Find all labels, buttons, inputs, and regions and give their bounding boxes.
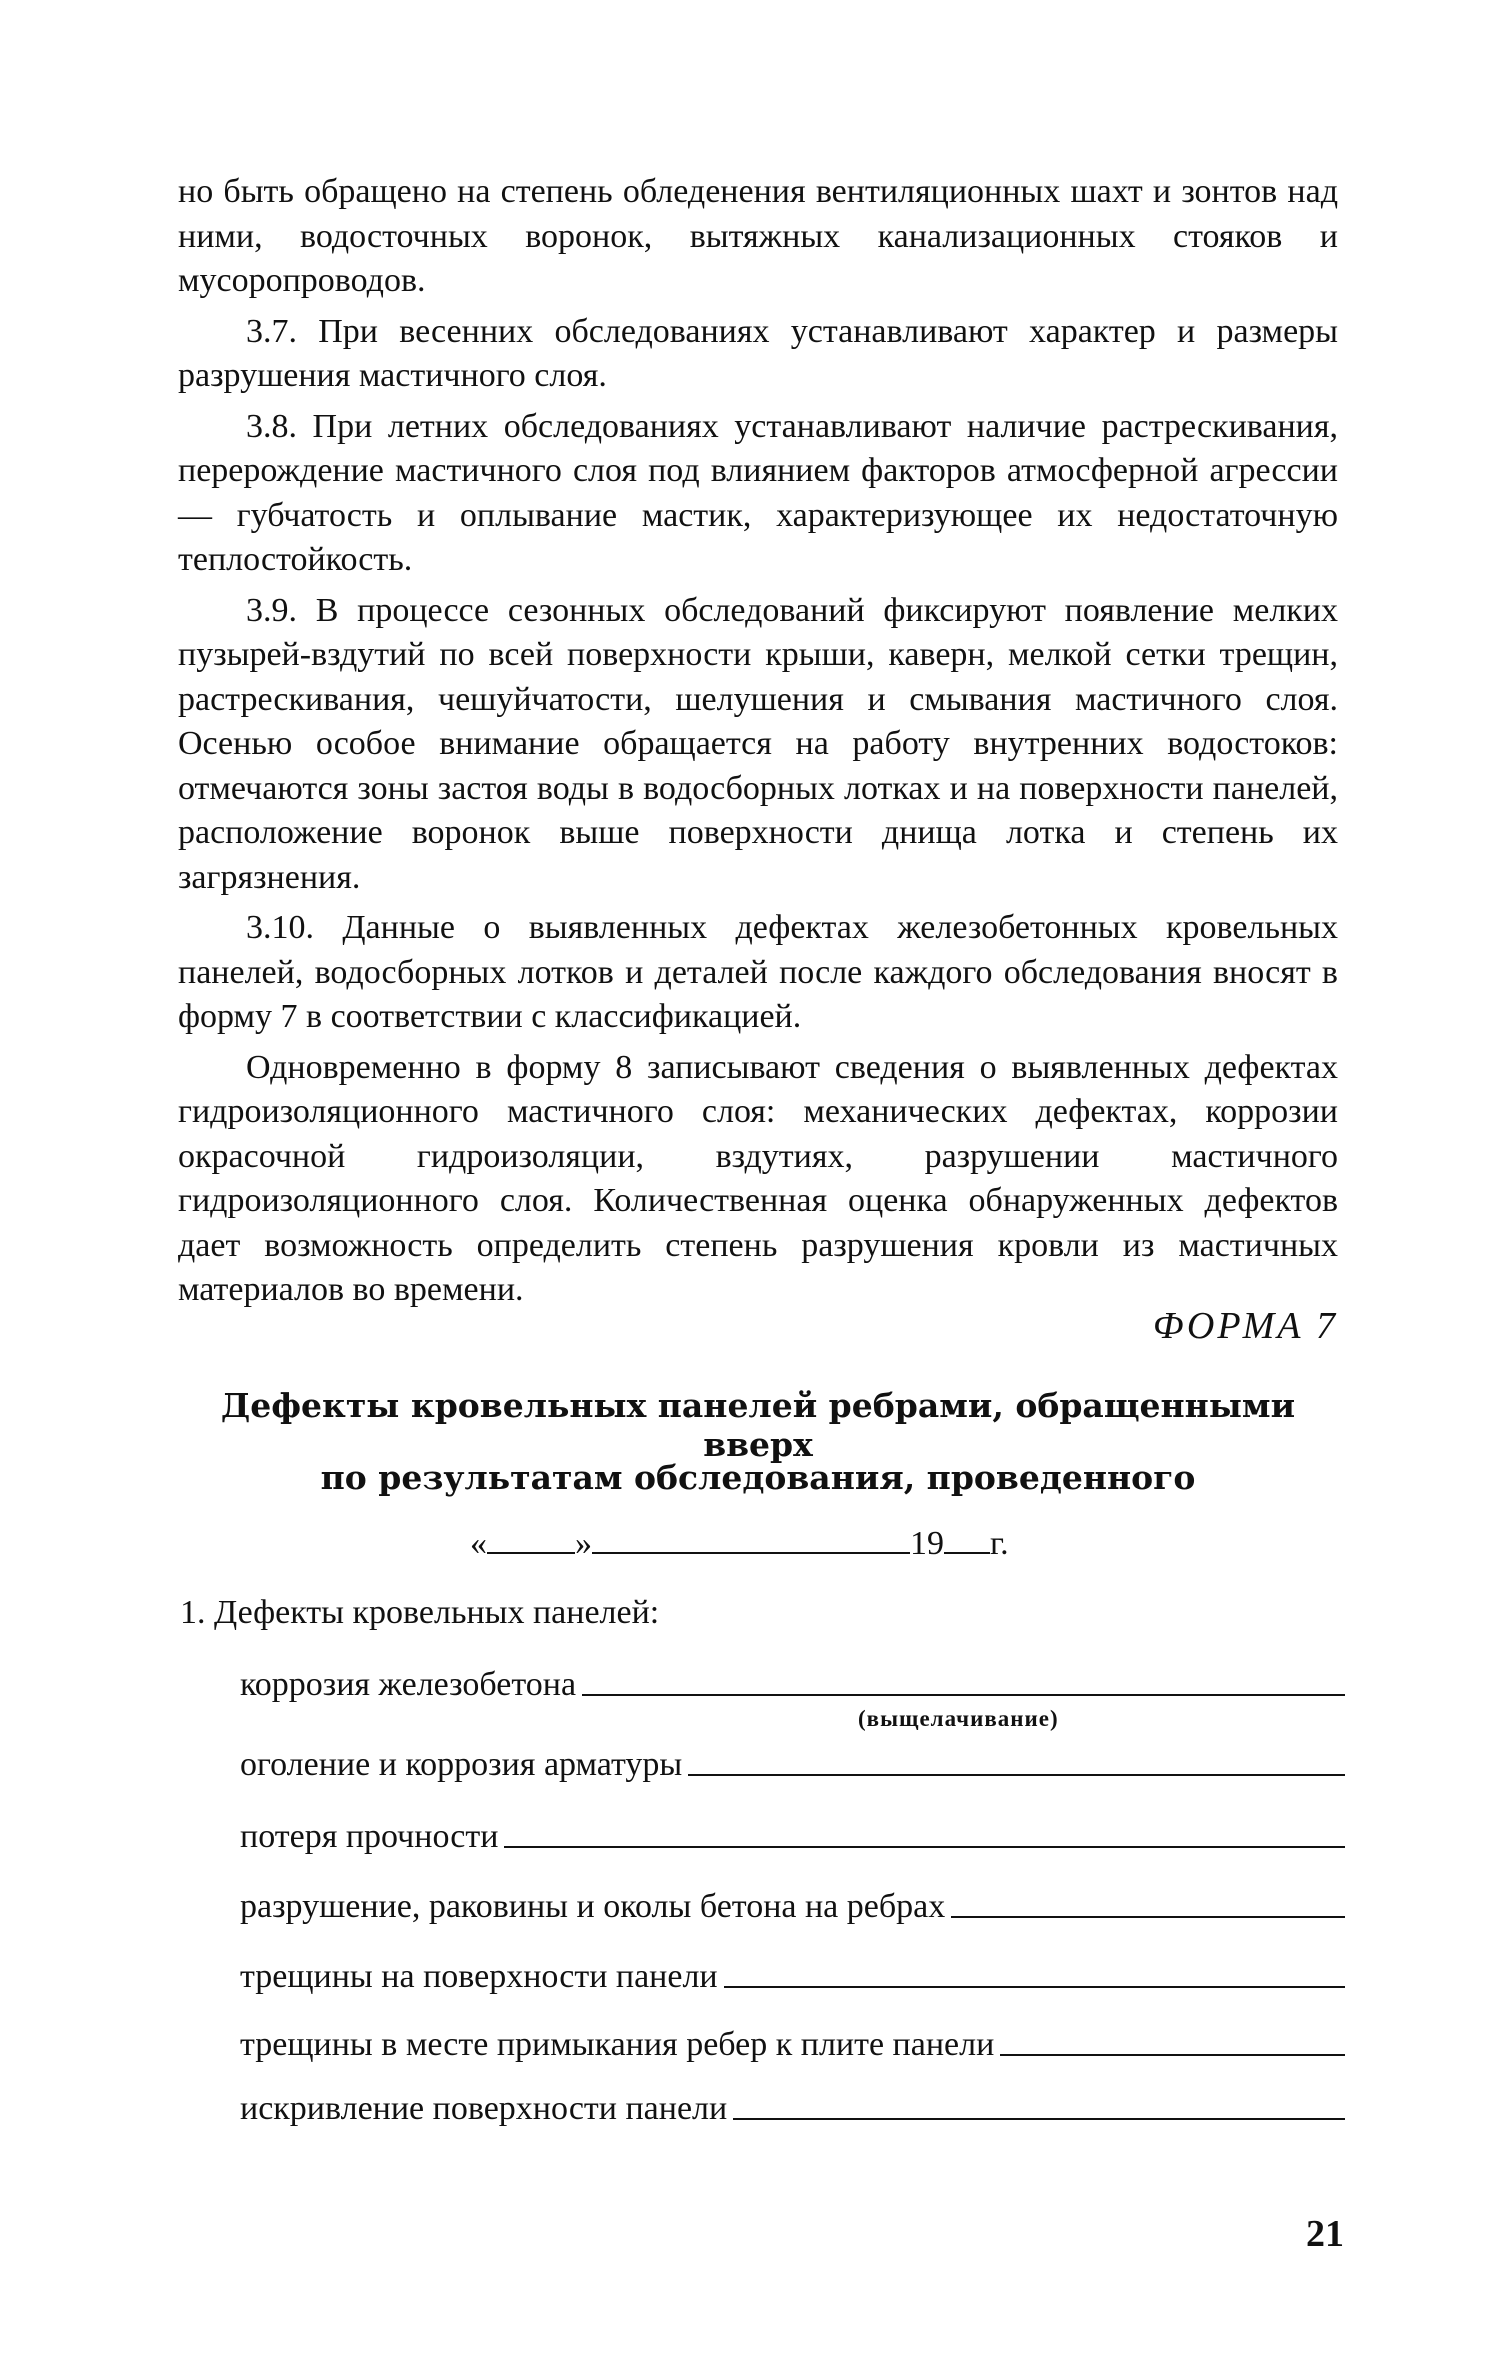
field-label: разрушение, раковины и околы бетона на ребрах [240, 1888, 946, 1925]
field-label: коррозия железобетона [240, 1666, 577, 1703]
fill-in-line[interactable] [504, 1846, 1345, 1848]
field-strength-loss [240, 1812, 1345, 1856]
form-subtitle: по результатам обследования, проведенного [320, 1458, 1196, 1497]
section-heading [180, 1594, 659, 1632]
fill-in-line[interactable] [688, 1774, 1345, 1776]
section-number: 1. [180, 1594, 206, 1631]
paragraph-3-10: 3.10. Данные о выявленных дефектах железобетонных кровельных панелей, водосборных лотков и деталей после каждого обследования вносят в форму 7 в соответствии с классификацией. [178, 909, 1338, 1035]
day-blank[interactable] [487, 1522, 575, 1554]
fill-in-line[interactable] [733, 2118, 1345, 2120]
paragraph-form-8: Одновременно в форму 8 записывают сведения о выявленных дефектах гидроизоляционного мастичного слоя: механических дефектах, коррозии окрасочной гидроизоляции, вздутиях, разрушении мастичного гидроизоляционного слоя. Количественная оценка обнаруженных дефектов дает возможность определить степень разрушения кровли из мастичных материалов во времени. [178, 1048, 1338, 1308]
field-junction-cracks [240, 2020, 1345, 2064]
date-year-prefix: 19 [910, 1525, 944, 1562]
paragraph-continuation: но быть обращено на степень обледенения вентиляционных шахт и зонтов над ними, водосточных воронок, вытяжных канализационных стояков и мусоропроводов. [178, 173, 1338, 299]
field-rebar-exposure [240, 1740, 1345, 1784]
form-label: ФОРМА 7 [1152, 1305, 1338, 1347]
field-rib-damage [240, 1882, 1345, 1926]
field-surface-curvature [240, 2084, 1345, 2128]
date-quote-close: » [575, 1525, 592, 1562]
field-hint: (выщелачивание) [858, 1706, 1059, 1731]
field-label: оголение и коррозия арматуры [240, 1746, 683, 1783]
field-label: потеря прочности [240, 1818, 499, 1855]
form-title: Дефекты кровельных панелей ребрами, обращенными вверх [220, 1386, 1296, 1464]
date-suffix: г. [990, 1525, 1009, 1562]
field-label: трещины на поверхности панели [240, 1958, 718, 1995]
body-text [178, 170, 1338, 1313]
field-label: искривление поверхности панели [240, 2090, 728, 2127]
page-number: 21 [1306, 2213, 1344, 2255]
month-blank[interactable] [592, 1522, 910, 1554]
fill-in-line[interactable] [582, 1694, 1345, 1696]
field-concrete-corrosion [240, 1660, 1345, 1704]
field-surface-cracks [240, 1952, 1345, 1996]
date-quote-open: « [470, 1525, 487, 1562]
survey-date-line [470, 1522, 1009, 1563]
field-label: трещины в месте примыкания ребер к плите панели [240, 2026, 995, 2063]
fill-in-line[interactable] [951, 1916, 1345, 1918]
fill-in-line[interactable] [1000, 2054, 1345, 2056]
paragraph-3-7: 3.7. При весенних обследованиях устанавливают характер и размеры разрушения мастичного слоя. [178, 312, 1338, 394]
paragraph-3-8: 3.8. При летних обследованиях устанавливают наличие растрескивания, перерождение мастичного слоя под влиянием факторов атмосферной агрессии — губчатость и оплывание мастик, характеризующее их недостаточную теплостойкость. [178, 407, 1338, 578]
section-title: Дефекты кровельных панелей: [214, 1594, 660, 1631]
year-blank[interactable] [944, 1522, 990, 1554]
fill-in-line[interactable] [724, 1986, 1345, 1988]
paragraph-3-9: 3.9. В процессе сезонных обследований фиксируют появление мелких пузырей-вздутий по всей поверхности крыши, каверн, мелкой сетки трещин, растрескивания, чешуйчатости, шелушения и смывания мастичного слоя. Осенью особое внимание обращается на работу внутренних водостоков: отмечаются зоны застоя воды в водосборных лотках и на поверхности панелей, расположение воронок выше поверхности днища лотка и степень их загрязнения. [178, 591, 1338, 896]
